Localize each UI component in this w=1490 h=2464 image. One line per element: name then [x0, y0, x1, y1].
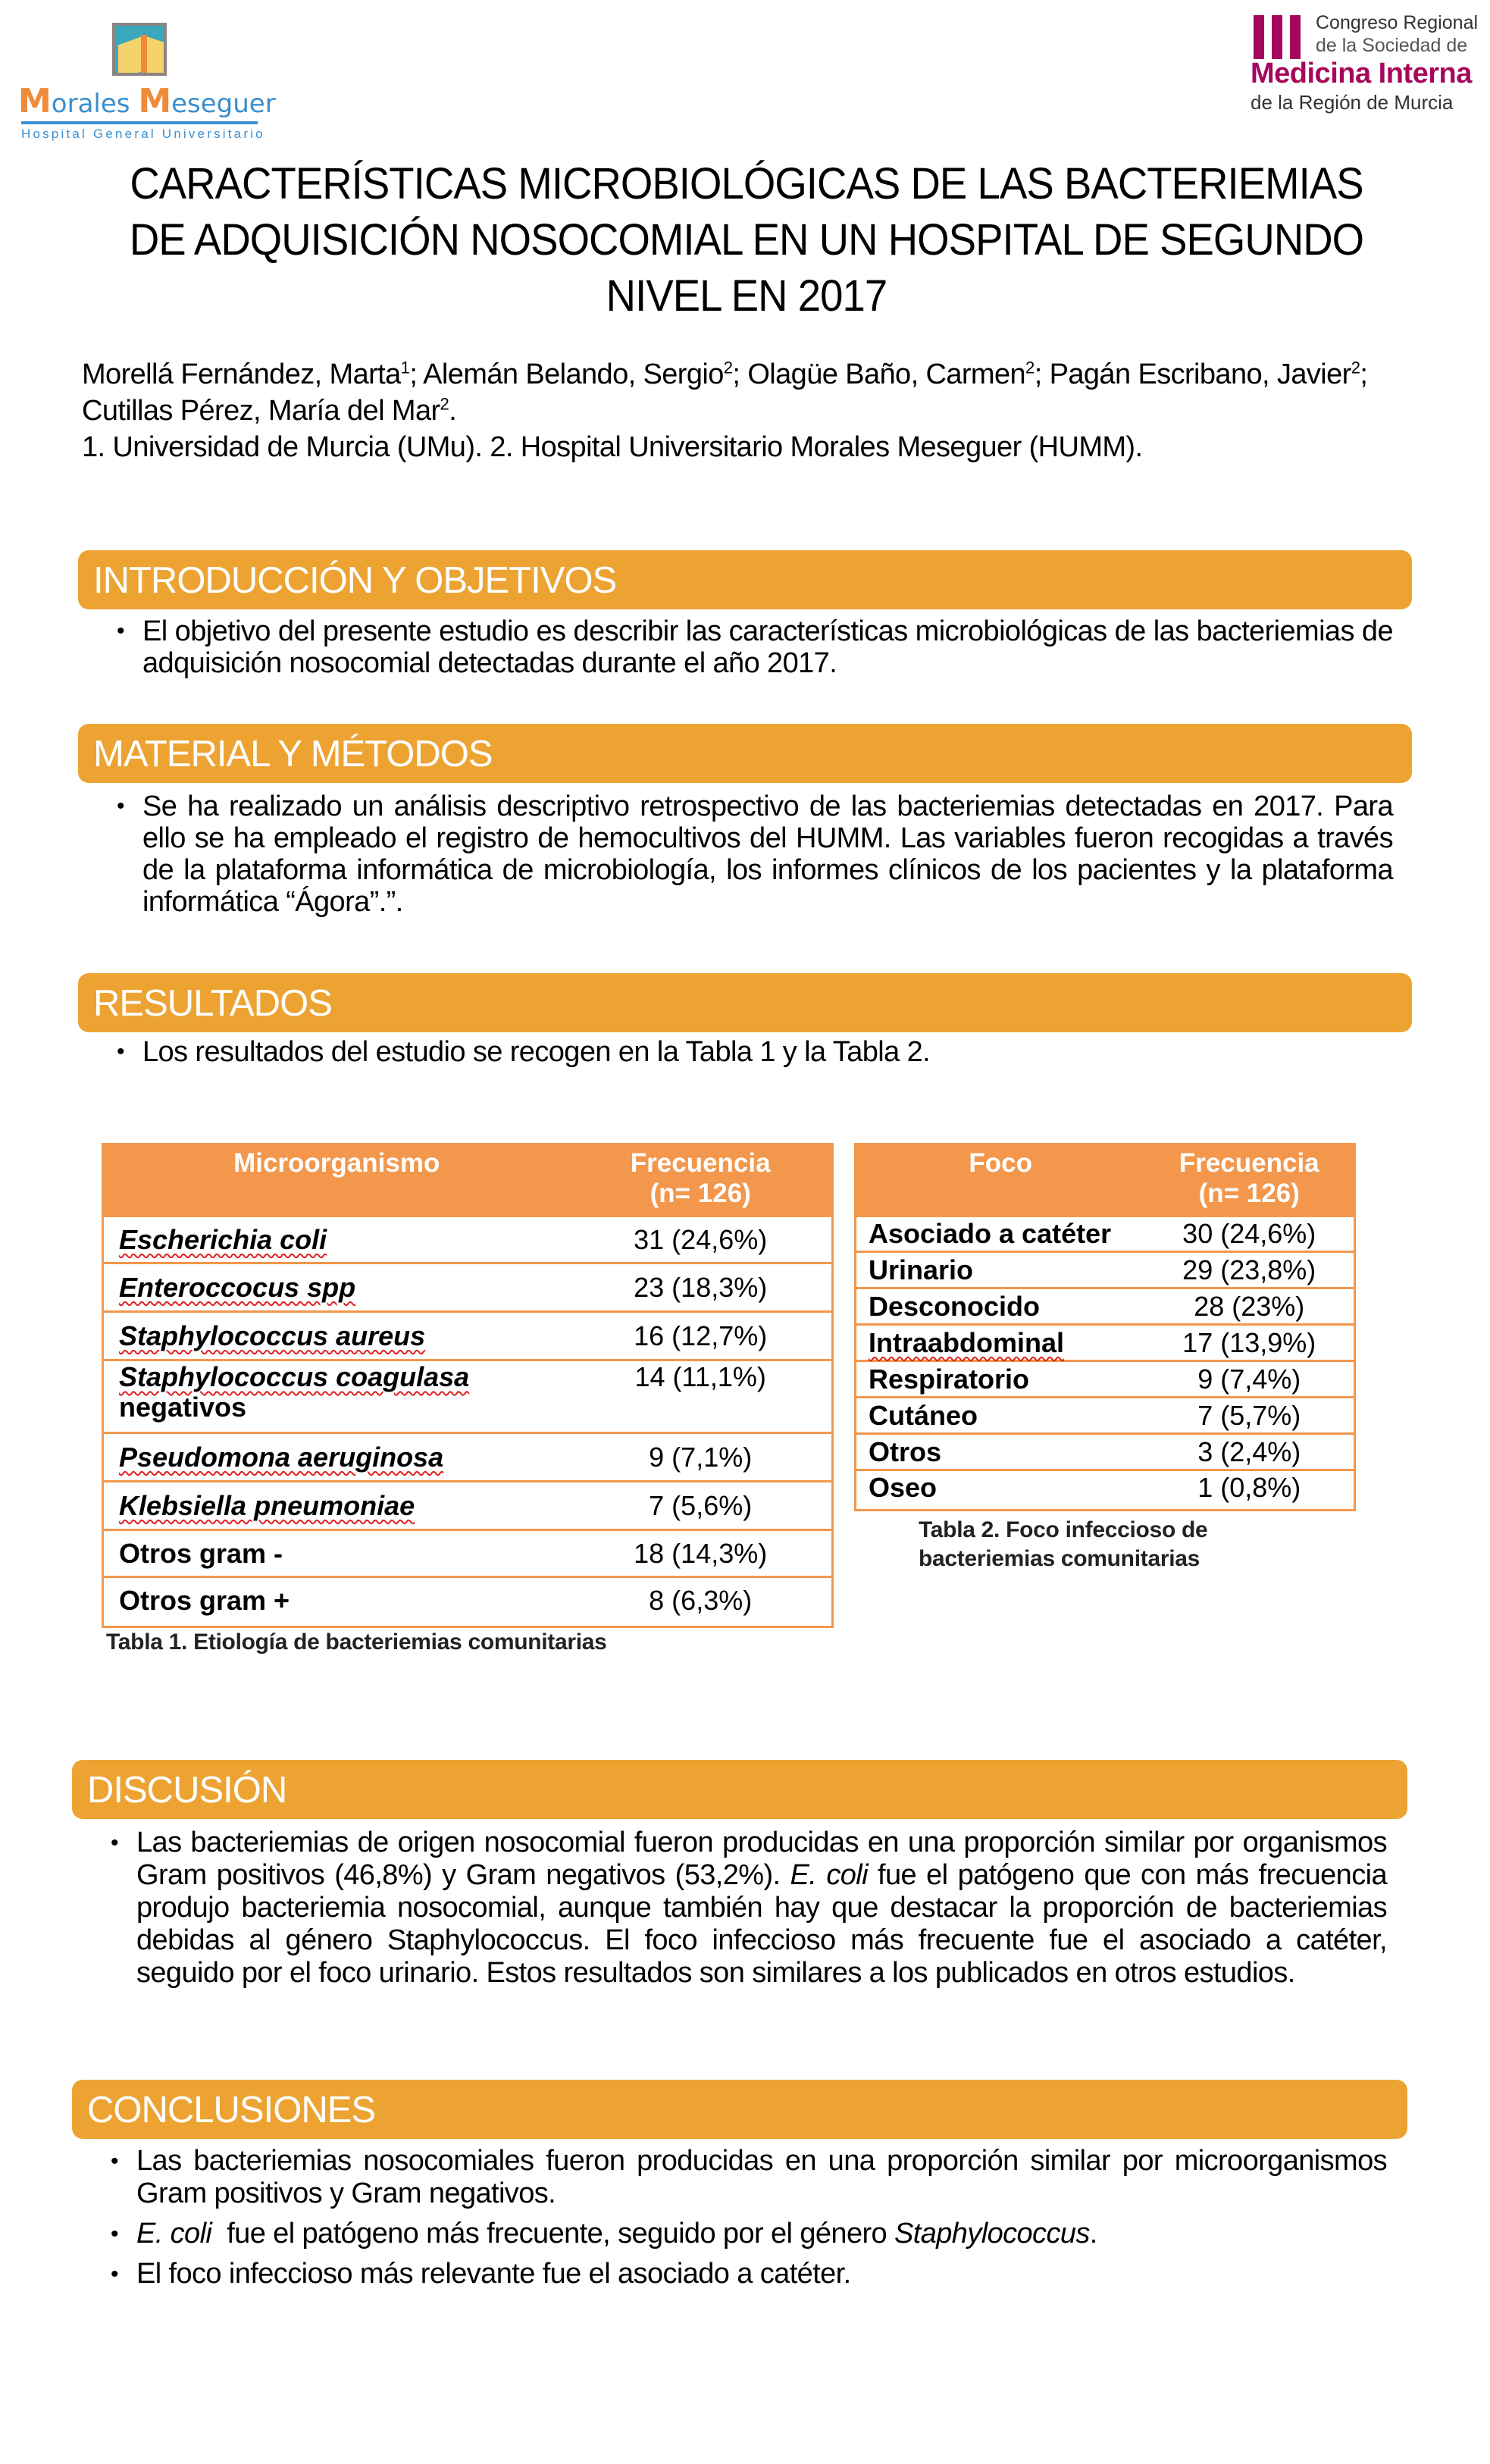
table-row: Staphylococcus aureus 16 (12,7%): [104, 1312, 831, 1360]
bullet-icon: •: [111, 2149, 118, 2174]
conclusion-item: • El foco infeccioso más relevante fue el asociado a catéter.: [111, 2258, 851, 2290]
author: Alemán Belando, Sergio$^2$;: [423, 358, 748, 390]
poster-title: CARACTERÍSTICAS MICROBIOLÓGICAS DE LAS BACTERIEMIAS DE ADQUISICIÓN NOSOCOMIAL EN UN HOSPITAL DE SEGUNDO NIVEL EN 2017: [129, 159, 1364, 321]
congress-line-2: de la Sociedad de: [1316, 35, 1468, 56]
table-row: Otros gram + 8 (6,3%): [104, 1577, 831, 1624]
section-header-discussion: DISCUSIÓN: [72, 1760, 1407, 1819]
intro-text: El objetivo del presente estudio es describir las características microbiológicas de las bacteriemias de adquisición nosocomial detectadas durante el año 2017.: [142, 615, 1393, 679]
column-header: Frecuencia (n= 126): [569, 1145, 831, 1216]
author-list: [82, 356, 1431, 429]
table-row: Escherichia coli 31 (24,6%): [104, 1216, 831, 1263]
bullet-icon: •: [111, 2262, 118, 2287]
logo-divider: [21, 121, 258, 124]
table-row: Asociado a catéter 30 (24,6%): [856, 1216, 1354, 1252]
table-focus: [854, 1143, 1356, 1511]
column-header: Foco: [856, 1145, 1144, 1216]
table-row: Enteroccocus spp 23 (18,3%): [104, 1263, 831, 1312]
congress-logo: [1251, 11, 1478, 117]
table-row: Cutáneo 7 (5,7%): [856, 1398, 1354, 1434]
table-etiology: [102, 1143, 834, 1628]
conclusion-item: • Las bacteriemias nosocomiales fueron producidas en una proporción similar por microorganismos Gram positivos y Gram negativos.: [111, 2145, 1387, 2209]
section-header-conclusions: CONCLUSIONES: [72, 2080, 1407, 2139]
bullet-icon: •: [111, 1830, 118, 1855]
table-row: Desconocido 28 (23%): [856, 1288, 1354, 1325]
table-row: Pseudomona aeruginosa 9 (7,1%): [104, 1433, 831, 1482]
roman-three-icon: [1254, 15, 1302, 59]
table-row: Otros gram - 18 (14,3%): [104, 1530, 831, 1577]
author: Morellá Fernández, Marta$^1$;: [82, 358, 424, 390]
table-row: Urinario 29 (23,8%): [856, 1252, 1354, 1288]
table-focus-caption: Tabla 2. Foco infeccioso de bacteriemias comunitarias: [919, 1517, 1208, 1571]
table-row: Klebsiella pneumoniae 7 (5,6%): [104, 1482, 831, 1530]
bullet-icon: •: [117, 794, 124, 819]
methods-body: [117, 791, 1393, 918]
results-text: Los resultados del estudio se recogen en la Tabla 1 y la Tabla 2.: [142, 1036, 931, 1068]
intro-body: [117, 615, 1393, 679]
table-row: Intraabdominal 17 (13,9%): [856, 1325, 1354, 1361]
hospital-logo-name: Morales Meseguer: [18, 82, 276, 121]
hospital-building-icon: [112, 23, 167, 76]
conclusions-body: [111, 2145, 1387, 2290]
bullet-icon: •: [117, 1039, 124, 1064]
hospital-logo-subtitle: Hospital General Universitario: [21, 127, 265, 141]
results-body: [117, 1036, 1393, 1068]
hospital-logo: [17, 17, 276, 141]
table-row: Oseo 1 (0,8%): [856, 1470, 1354, 1504]
conclusion-item: • E. coli fue el patógeno más frecuente, seguido por el género Staphylococcus.: [111, 2218, 1097, 2250]
table-row: Respiratorio 9 (7,4%): [856, 1361, 1354, 1398]
table-row: Staphylococcus coagulasa negativos 14 (11,1%): [104, 1360, 831, 1433]
congress-line-4: de la Región de Murcia: [1251, 91, 1454, 114]
author: Olagüe Baño, Carmen$^2$;: [747, 358, 1050, 390]
section-header-results: RESULTADOS: [78, 973, 1412, 1032]
authors-block: [82, 356, 1431, 465]
author: Pagán Escribano, Javier$^2$;: [1049, 358, 1368, 390]
congress-line-1: Congreso Regional: [1316, 12, 1479, 33]
bullet-icon: •: [111, 2221, 118, 2246]
table-row: Otros 3 (2,4%): [856, 1434, 1354, 1470]
author: Cutillas Pérez, María del Mar$^2$.: [82, 394, 457, 427]
bullet-icon: •: [117, 618, 124, 643]
section-header-intro: INTRODUCCIÓN Y OBJETIVOS: [78, 550, 1412, 609]
table-etiology-caption: Tabla 1. Etiología de bacteriemias comunitarias: [106, 1630, 607, 1655]
column-header: Microorganismo: [104, 1145, 569, 1216]
table-etiology-grid: [104, 1145, 831, 1624]
column-header: Frecuencia (n= 126): [1144, 1145, 1354, 1216]
table-focus-grid: [856, 1145, 1354, 1504]
methods-text: Se ha realizado un análisis descriptivo retrospectivo de las bacteriemias detectadas en 2017. Para ello se ha empleado el registro de hemocultivos del HUMM. Las variables fueron recogidas a través de la plataforma informática de microbiología, los informes clínicos de los pacientes y la plataforma informática “Ágora”.”.: [142, 791, 1393, 918]
congress-line-3: Medicina Interna: [1251, 58, 1472, 89]
discussion-body: • Las bacteriemias de origen nosocomial fueron producidas en una proporción similar por organismos Gram positivos (46,8%) y Gram negativos (53,2%). E. coli fue el patógeno que con más frecuencia produjo bacteriemia nosocomial, aunque también hay que destacar la proporción de bacteriemias debidas al género Staphylococcus. El foco infeccioso más frecuente fue el asociado a catéter, seguido por el foco urinario. Estos resultados son similares a los publicados en otros estudios.: [111, 1827, 1387, 1989]
affiliations: 1. Universidad de Murcia (UMu). 2. Hospital Universitario Morales Meseguer (HUMM).: [82, 431, 1143, 463]
section-header-methods: MATERIAL Y MÉTODOS: [78, 724, 1412, 783]
